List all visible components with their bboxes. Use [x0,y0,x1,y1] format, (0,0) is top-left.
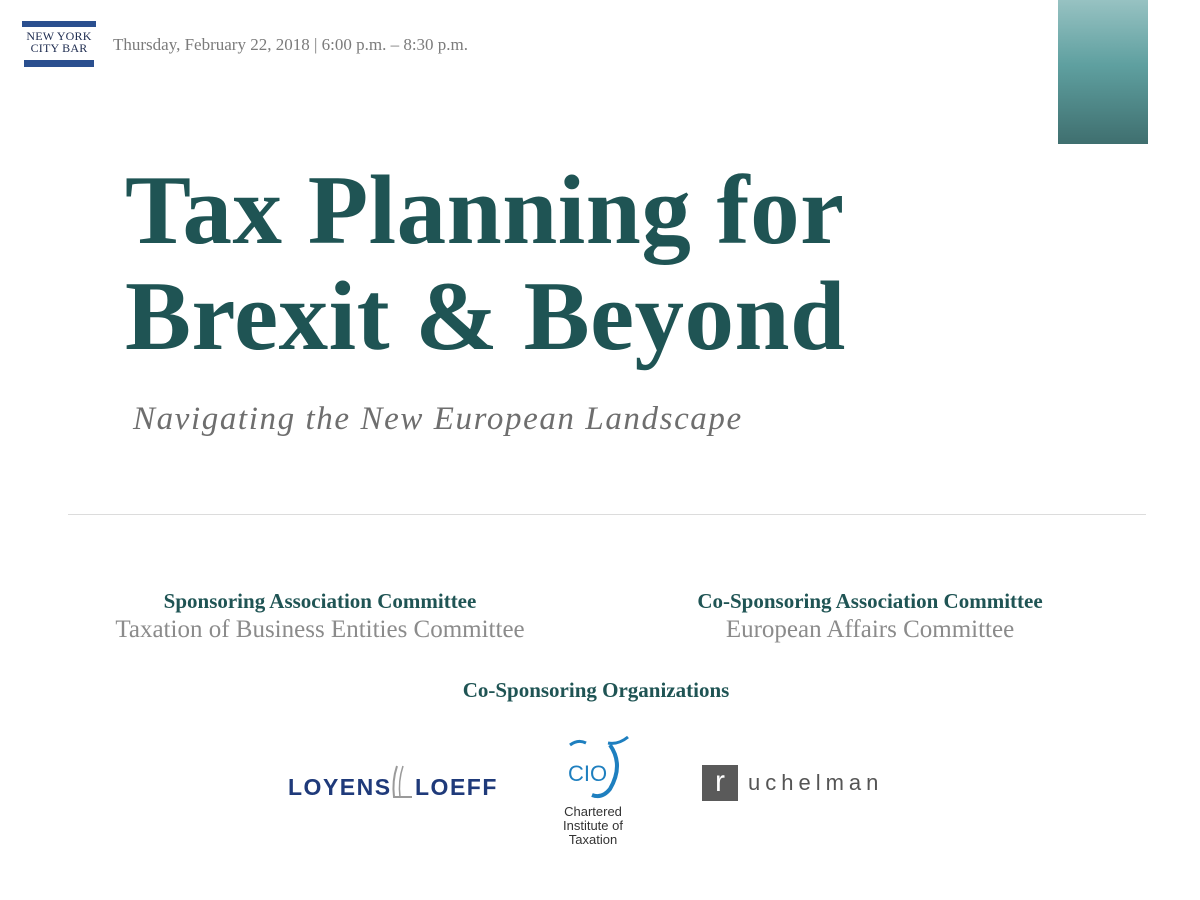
cio-caption-line-3: Taxation [568,832,618,847]
logo-line-2: CITY BAR [30,41,88,55]
sponsoring-committee-heading: Sponsoring Association Committee [163,589,477,613]
ruchelman-wordmark: uchelman [748,770,884,795]
event-date: Thursday, February 22, 2018 | 6:00 p.m. – 8:30 p.m. [113,35,469,54]
subtitle: Navigating the New European Landscape [133,401,743,437]
loeff-word: LOEFF [415,774,498,800]
loyens-loeff-logo [288,763,498,803]
logo-top-bar [22,21,96,27]
cio-caption-line-2: Institute of [563,818,623,833]
sponsoring-committee-name: Taxation of Business Entities Committee [115,616,525,643]
ruchelman-box-letter: r [702,765,738,801]
cio-caption [555,805,631,847]
loyens-loeff-monogram-icon [388,763,418,803]
title-line-2: Brexit & Beyond [125,262,846,371]
cio-caption-line-1: Chartered [564,804,622,819]
cio-mark: CIO [568,761,608,786]
page-title [125,158,846,370]
logo-bottom-bar [24,60,94,67]
co-sponsoring-committee-heading: Co-Sponsoring Association Committee [697,589,1043,613]
ruchelman-logo [702,765,912,801]
co-sponsoring-organizations-heading: Co-Sponsoring Organizations [462,678,730,702]
new-york-city-bar-logo [22,21,96,67]
logo-line-1: NEW YORK [26,29,92,43]
cio-owl-logo [555,735,631,850]
loyens-word: LOYENS [288,774,392,800]
divider [68,514,1146,515]
co-sponsoring-committee-name: European Affairs Committee [725,616,1015,643]
accent-color-swatch [1058,0,1148,144]
co-sponsoring-committee [640,587,1100,645]
title-line-1: Tax Planning for [125,156,845,265]
cio-owl-icon [564,735,630,801]
sponsoring-committee [70,587,570,645]
